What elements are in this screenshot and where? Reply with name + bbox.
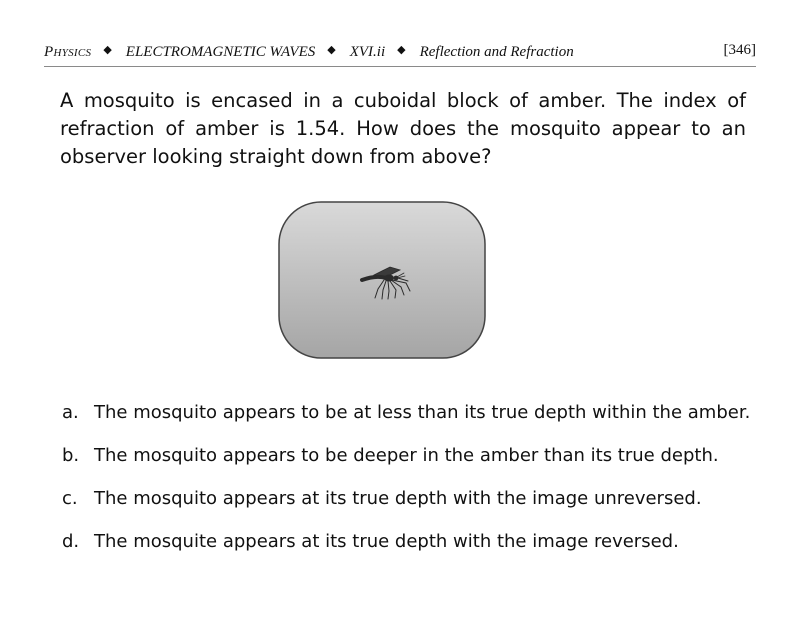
subject-label: Physics — [44, 44, 92, 60]
breadcrumb — [44, 44, 574, 61]
option-letter: b. — [62, 445, 80, 466]
option-a[interactable] — [62, 402, 762, 445]
option-text: The mosquito appears at its true depth with the image unreversed. — [94, 488, 702, 509]
option-letter: c. — [62, 488, 78, 509]
page-number: [346] — [723, 42, 756, 58]
section-label: XVI.ii — [349, 44, 386, 60]
answer-options — [62, 402, 762, 574]
option-c[interactable] — [62, 488, 762, 531]
page-header — [44, 42, 756, 67]
option-text: The mosquito appears to be deeper in the amber than its true depth. — [94, 445, 719, 466]
bullet-icon: ◆ — [397, 44, 406, 56]
bullet-icon: ◆ — [327, 44, 336, 56]
option-letter: a. — [62, 402, 79, 423]
option-d[interactable] — [62, 531, 762, 574]
option-letter: d. — [62, 531, 80, 552]
amber-block — [279, 202, 485, 358]
option-text: The mosquito appears to be at less than its true depth within the amber. — [94, 402, 751, 423]
amber-block-figure — [278, 201, 486, 359]
chapter-label: ELECTROMAGNETIC WAVES — [125, 44, 316, 60]
option-text: The mosquite appears at its true depth with the image reversed. — [94, 531, 679, 552]
topic-label: Reflection and Refraction — [419, 44, 574, 60]
bullet-icon: ◆ — [103, 44, 112, 56]
option-b[interactable] — [62, 445, 762, 488]
question-text: A mosquito is encased in a cuboidal block of amber. The index of refraction of amber is 1.54. How does the mosquito appear to an observer looking straight down from above? — [60, 89, 746, 168]
